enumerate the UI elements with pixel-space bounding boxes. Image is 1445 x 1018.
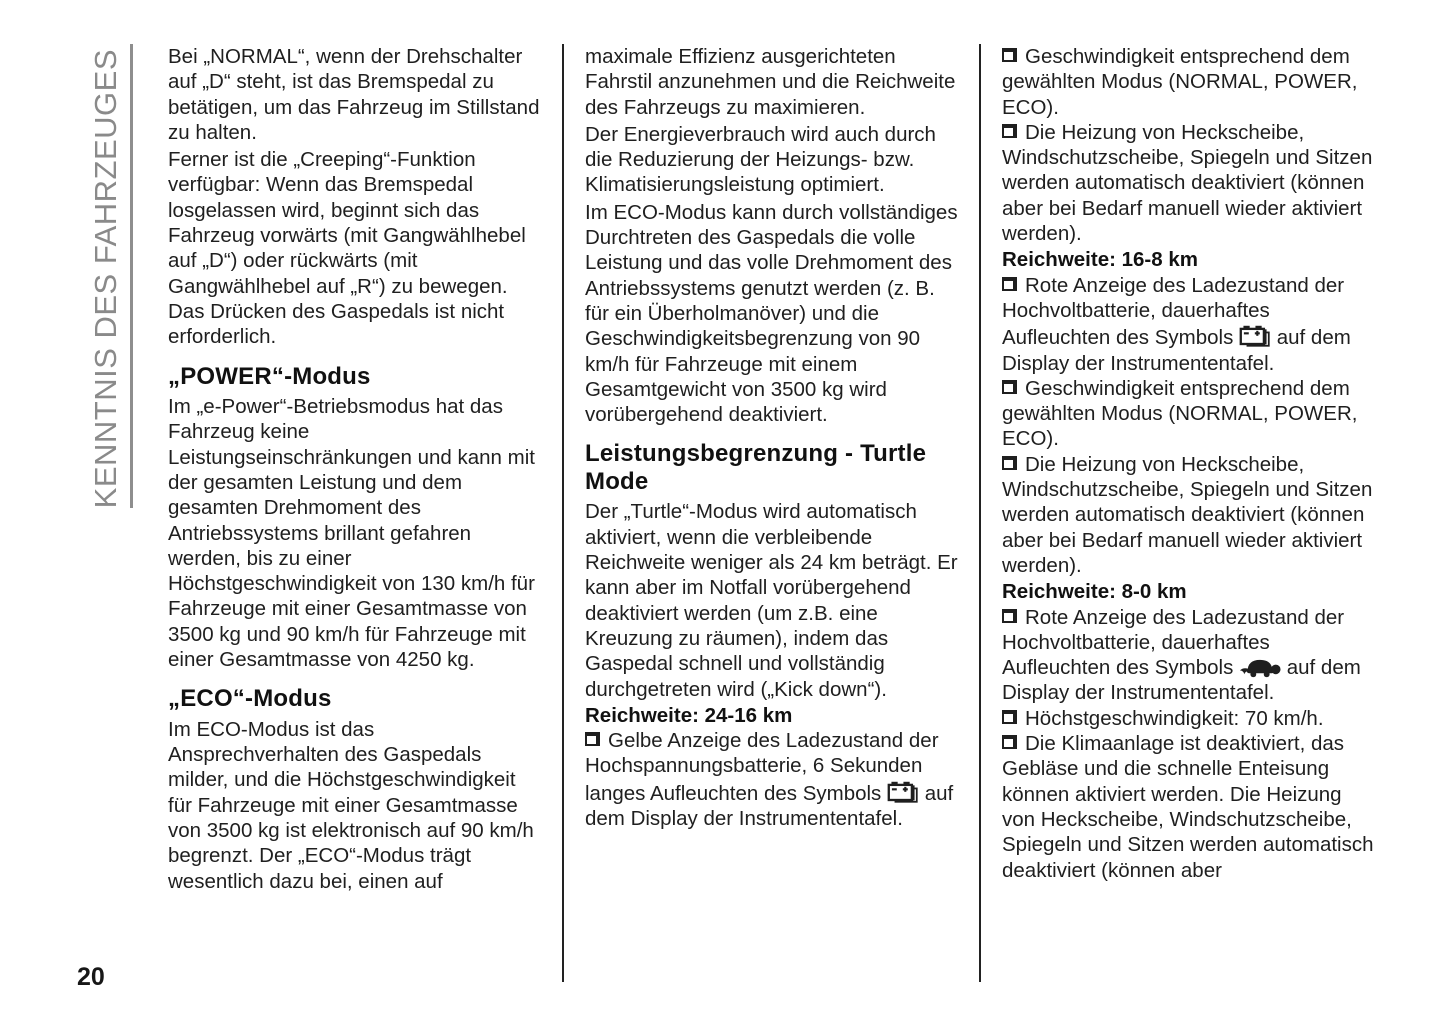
turtle-icon <box>1239 655 1281 680</box>
heading <box>585 440 958 495</box>
bullet-item <box>1002 44 1375 120</box>
text-run: „POWER“-Modus <box>168 362 371 390</box>
subheading <box>1002 579 1375 604</box>
text-run: Im ECO-Modus kann durch vollständiges Durchtreten des Gaspedals die volle Leistung und das volle Drehmoment des Antriebssystems genutzt werden (z. B. für ein Überholmanöver) und die Geschwindigkeitsbegrenzung von 90 km/h für Fahrzeuge mit einem Gesamtgewicht von 3500 kg wird vorübergehend deaktiviert. <box>585 200 958 427</box>
text-run: Bei „NORMAL“, wenn der Drehschalter auf „D“ steht, ist das Bremspedal zu betätigen, um das Fahrzeug im Stillstand zu halten. <box>168 45 540 144</box>
battery-icon <box>887 779 919 806</box>
heading <box>168 363 541 391</box>
text-run: Geschwindigkeit entsprechend dem gewählten Modus (NORMAL, POWER, ECO). <box>1002 376 1358 451</box>
text-run: Reichweite: 8-0 km <box>1002 580 1187 604</box>
text-run: Im ECO-Modus ist das Ansprechverhalten des Gaspedals milder, und die Höchstgeschwindigkeit für Fahrzeuge mit einer Gesamtmasse von 3500 kg ist elektronisch auf 90 km/h begrenzt. Der „ECO“-Modus trägt wesentlich dazu bei, einen auf <box>168 717 534 893</box>
square-bullet-icon <box>1002 277 1017 291</box>
text-run: Ferner ist die „Creeping“-Funktion verfügbar: Wenn das Bremspedal losgelassen wird, beginnt sich das Fahrzeug vorwärts (mit Gangwählhebel auf „D“) oder rückwärts (mit Gangwählhebel auf „R“) zu bewegen. Das Drücken des Gaspedals ist nicht erforderlich. <box>168 148 526 349</box>
para <box>168 44 541 145</box>
text-run: auf dem Display der Instrumententafel. <box>1002 656 1361 705</box>
square-bullet-icon <box>1002 124 1017 138</box>
square-bullet-icon <box>1002 380 1017 394</box>
square-bullet-icon <box>585 732 600 746</box>
para <box>585 200 958 428</box>
text-run: auf dem Display der Instrumententafel. <box>1002 326 1351 375</box>
para <box>168 717 541 894</box>
bullet-item <box>1002 731 1375 883</box>
text-run: Im „e-Power“-Betriebsmodus hat das Fahrzeug keine Leistungseinschränkungen und kann mit der gesamten Leistung und dem gesamten Drehmoment des Antriebssystems brillant gefahren werden, bis zu einer Höchstgeschwindigkeit von 130 km/h für Fahrzeuge mit einer Gesamtmasse von 3500 kg und 90 km/h für Fahrzeuge mit einer Gesamtmasse von 4250 kg. <box>168 395 535 672</box>
bullet-item <box>585 728 958 831</box>
square-bullet-icon <box>1002 609 1017 623</box>
para <box>585 122 958 198</box>
square-bullet-icon <box>1002 735 1017 749</box>
text-run: maximale Effizienz ausgerichteten Fahrstil anzunehmen und die Reichweite des Fahrzeugs zu maximieren. <box>585 45 956 119</box>
square-bullet-icon <box>1002 710 1017 724</box>
text-run: Reichweite: 16-8 km <box>1002 248 1198 272</box>
bullet-item <box>1002 605 1375 706</box>
subheading <box>1002 247 1375 272</box>
column-3 <box>1002 44 1375 982</box>
battery-icon <box>1239 323 1271 350</box>
page-number: 20 <box>77 963 105 991</box>
text-run: Der „Turtle“-Modus wird automatisch aktiviert, wenn die verbleibende Reichweite weniger als 24 km beträgt. Er kann aber im Notfall vorübergehend deaktiviert werden (um z.B. eine Kreuzung zu räumen), indem das Gaspedal schnell und vollständig durchgetreten wird („Kick down“). <box>585 500 958 701</box>
para <box>585 499 958 701</box>
text-run: Höchstgeschwindigkeit: 70 km/h. <box>1025 706 1324 730</box>
text-run: Rote Anzeige des Ladezustand der Hochvoltbatterie, dauerhaftes Aufleuchten des Symbols <box>1002 273 1345 350</box>
square-bullet-icon <box>1002 456 1017 470</box>
text-run: Reichweite: 24-16 km <box>585 703 793 727</box>
column-2 <box>585 44 958 982</box>
text-run: Geschwindigkeit entsprechend dem gewählten Modus (NORMAL, POWER, ECO). <box>1002 45 1358 119</box>
para <box>168 147 541 349</box>
text-run: Gelbe Anzeige des Ladezustand der Hochspannungsbatterie, 6 Sekunden langes Aufleuchten des Symbols <box>585 729 939 805</box>
text-run: Leistungsbegrenzung - Turtle Mode <box>585 440 927 495</box>
column-divider-2 <box>979 44 981 982</box>
bullet-item <box>1002 273 1375 376</box>
bullet-item <box>1002 452 1375 578</box>
chapter-title-vertical: KENNTNIS DES FAHRZEUGES <box>88 48 123 508</box>
content-columns <box>168 44 1375 982</box>
square-bullet-icon <box>1002 48 1017 62</box>
column-1 <box>168 44 541 982</box>
para <box>585 44 958 120</box>
column-divider-1 <box>562 44 564 982</box>
chapter-sidebar <box>84 44 133 508</box>
text-run: Der Energieverbrauch wird auch durch die Reduzierung der Heizungs- bzw. Klimatisierungsleistung optimiert. <box>585 122 936 197</box>
text-run: auf dem Display der Instrumententafel. <box>585 781 954 831</box>
text-run: Die Heizung von Heckscheibe, Windschutzscheibe, Spiegeln und Sitzen werden automatisch deaktiviert (können aber bei Bedarf manuell wieder aktiviert werden). <box>1002 452 1373 577</box>
bullet-item <box>1002 376 1375 452</box>
bullet-item <box>1002 120 1375 246</box>
text-run: „ECO“-Modus <box>168 685 332 713</box>
bullet-item <box>1002 706 1375 731</box>
text-run: Die Klimaanlage ist deaktiviert, das Gebläse und die schnelle Enteisung können aktiviert werden. Die Heizung von Heckscheibe, Windschutzscheibe, Spiegeln und Sitzen werden automatisch deaktiviert (können aber <box>1002 732 1374 882</box>
text-run: Rote Anzeige des Ladezustand der Hochvoltbatterie, dauerhaftes Aufleuchten des Symbols <box>1002 605 1345 680</box>
text-run: Die Heizung von Heckscheibe, Windschutzscheibe, Spiegeln und Sitzen werden automatisch deaktiviert (können aber bei Bedarf manuell wieder aktiviert werden). <box>1002 120 1373 246</box>
heading <box>168 685 541 713</box>
para <box>168 394 541 672</box>
subheading <box>585 703 958 728</box>
